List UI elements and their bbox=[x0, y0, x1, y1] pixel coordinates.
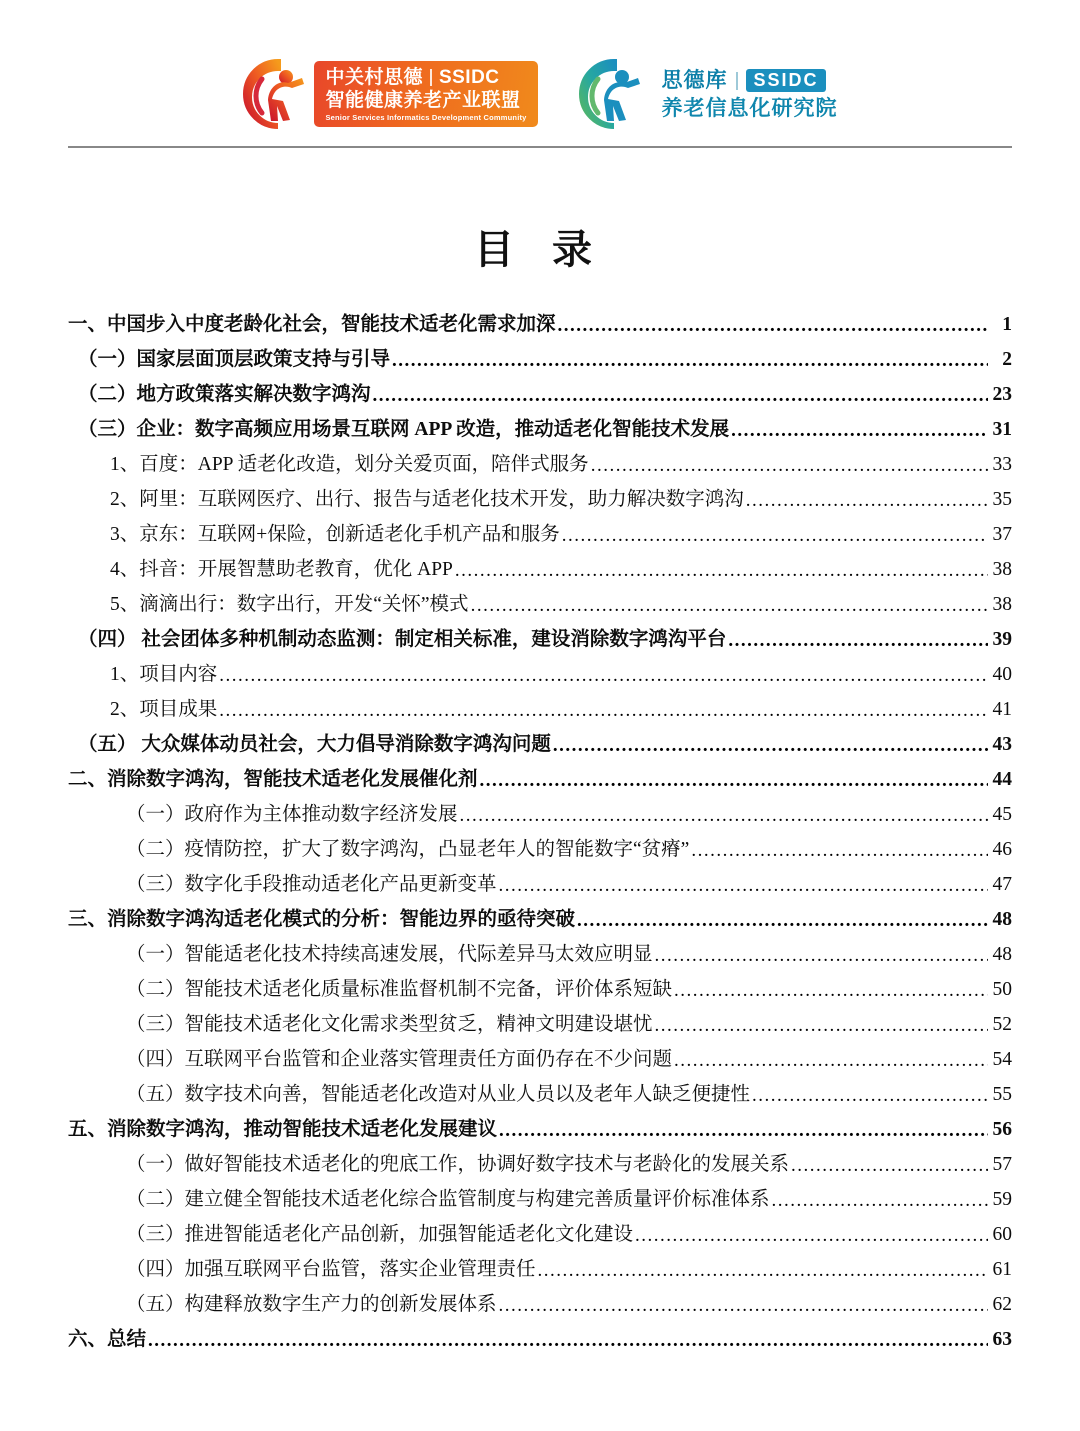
toc-entry[interactable] bbox=[68, 725, 1012, 760]
toc-entry[interactable] bbox=[68, 1145, 1012, 1180]
toc-entry-label: 三、消除数字鸿沟适老化模式的分析：智能边界的亟待突破 bbox=[68, 909, 576, 930]
toc-entry[interactable] bbox=[68, 1250, 1012, 1285]
toc-entry[interactable] bbox=[68, 515, 1012, 550]
toc-entry-label: 5、滴滴出行：数字出行，开发“关怀”模式 bbox=[110, 594, 469, 615]
toc-entry-page-number: 55 bbox=[992, 1084, 1012, 1105]
toc-entry[interactable] bbox=[68, 1075, 1012, 1110]
toc-entry-label: （一）政府作为主体推动数字经济发展 bbox=[126, 804, 458, 825]
toc-leader-dots bbox=[674, 982, 988, 1002]
toc-entry-label: （一）做好智能技术适老化的兜底工作，协调好数字技术与老龄化的发展关系 bbox=[126, 1154, 790, 1175]
toc-leader-dots bbox=[460, 807, 988, 827]
toc-entry-page-number: 52 bbox=[992, 1014, 1012, 1035]
toc-entry-page-number: 23 bbox=[992, 384, 1012, 405]
divider bbox=[736, 72, 738, 90]
toc-entry-label: （二）地方政策落实解决数字鸿沟 bbox=[78, 384, 371, 405]
table-of-contents bbox=[68, 305, 1012, 1355]
toc-leader-dots bbox=[558, 317, 988, 337]
toc-entry-page-number: 61 bbox=[992, 1259, 1012, 1280]
toc-entry[interactable] bbox=[68, 1110, 1012, 1145]
toc-leader-dots bbox=[471, 597, 988, 617]
toc-entry[interactable] bbox=[68, 690, 1012, 725]
alliance-subtitle-cn: 智能健康养老产业联盟 bbox=[325, 90, 521, 112]
toc-leader-dots bbox=[728, 632, 988, 652]
ssidc-alliance-logo bbox=[242, 55, 537, 133]
toc-entry-page-number: 54 bbox=[992, 1049, 1012, 1070]
toc-leader-dots bbox=[480, 772, 988, 792]
toc-entry-page-number: 39 bbox=[992, 629, 1012, 650]
toc-entry-label: 3、京东：互联网+保险，创新适老化手机产品和服务 bbox=[110, 524, 560, 545]
toc-entry-label: 六、总结 bbox=[68, 1329, 147, 1350]
toc-entry-label: 五、消除数字鸿沟，推动智能技术适老化发展建议 bbox=[68, 1119, 498, 1140]
toc-entry[interactable] bbox=[68, 865, 1012, 900]
toc-leader-dots bbox=[772, 1192, 988, 1212]
institute-figure-icon bbox=[578, 55, 656, 133]
toc-entry-page-number: 2 bbox=[1002, 349, 1012, 370]
toc-entry[interactable] bbox=[68, 410, 1012, 445]
toc-entry[interactable] bbox=[68, 480, 1012, 515]
toc-entry-page-number: 57 bbox=[992, 1154, 1012, 1175]
divider bbox=[430, 69, 432, 86]
toc-leader-dots bbox=[655, 947, 988, 967]
toc-entry-label: 二、消除数字鸿沟，智能技术适老化发展催化剂 bbox=[68, 769, 478, 790]
toc-entry-page-number: 44 bbox=[992, 769, 1012, 790]
toc-entry-page-number: 48 bbox=[992, 909, 1012, 930]
toc-entry-page-number: 41 bbox=[992, 699, 1012, 720]
toc-leader-dots bbox=[655, 1017, 988, 1037]
toc-entry[interactable] bbox=[68, 1215, 1012, 1250]
toc-entry-label: （四）加强互联网平台监管，落实企业管理责任 bbox=[126, 1259, 536, 1280]
toc-entry-label: 2、阿里：互联网医疗、出行、报告与适老化技术开发，助力解决数字鸿沟 bbox=[110, 489, 744, 510]
toc-entry[interactable] bbox=[68, 970, 1012, 1005]
toc-leader-dots bbox=[674, 1052, 988, 1072]
toc-entry-page-number: 47 bbox=[992, 874, 1012, 895]
toc-entry[interactable] bbox=[68, 935, 1012, 970]
ssidc-institute-logo bbox=[578, 55, 838, 133]
toc-entry-page-number: 59 bbox=[992, 1189, 1012, 1210]
toc-entry[interactable] bbox=[68, 1005, 1012, 1040]
toc-entry-page-number: 56 bbox=[992, 1119, 1012, 1140]
toc-entry-page-number: 62 bbox=[992, 1294, 1012, 1315]
toc-leader-dots bbox=[553, 737, 988, 757]
toc-entry-page-number: 45 bbox=[992, 804, 1012, 825]
toc-entry-label: （三）智能技术适老化文化需求类型贫乏，精神文明建设堪忧 bbox=[126, 1014, 653, 1035]
toc-leader-dots bbox=[791, 1157, 988, 1177]
toc-entry-page-number: 63 bbox=[992, 1329, 1012, 1350]
toc-entry[interactable] bbox=[68, 830, 1012, 865]
toc-entry-label: （五）数字技术向善，智能适老化改造对从业人员以及老年人缺乏便捷性 bbox=[126, 1084, 751, 1105]
toc-entry-label: （五）构建释放数字生产力的创新发展体系 bbox=[126, 1294, 497, 1315]
toc-leader-dots bbox=[499, 1297, 988, 1317]
toc-entry-page-number: 38 bbox=[992, 559, 1012, 580]
toc-entry-label: 2、项目成果 bbox=[110, 699, 218, 720]
toc-leader-dots bbox=[635, 1227, 988, 1247]
alliance-tagline-en: Senior Services Informatics Development Community bbox=[325, 113, 527, 123]
toc-leader-dots bbox=[731, 422, 988, 442]
toc-entry[interactable] bbox=[68, 655, 1012, 690]
toc-entry-label: （一）国家层面顶层政策支持与引导 bbox=[78, 349, 391, 370]
toc-entry-page-number: 31 bbox=[992, 419, 1012, 440]
toc-entry-page-number: 37 bbox=[992, 524, 1012, 545]
institute-name-cn: 思德库 bbox=[661, 69, 728, 92]
toc-entry-label: 1、项目内容 bbox=[110, 664, 218, 685]
toc-entry[interactable] bbox=[68, 900, 1012, 935]
toc-leader-dots bbox=[392, 352, 988, 372]
toc-entry-label: （三）企业：数字高频应用场景互联网 APP 改造，推动适老化智能技术发展 bbox=[78, 419, 730, 440]
alliance-name-cn: 中关村思德 bbox=[325, 67, 423, 89]
institute-logo-text bbox=[662, 69, 838, 119]
toc-entry[interactable] bbox=[68, 1040, 1012, 1075]
toc-leader-dots bbox=[752, 1087, 988, 1107]
toc-leader-dots bbox=[538, 1262, 988, 1282]
toc-entry-label: （二）疫情防控，扩大了数字鸿沟，凸显老年人的智能数字“贫瘠” bbox=[126, 839, 690, 860]
toc-entry-label: （一）智能适老化技术持续高速发展，代际差异马太效应明显 bbox=[126, 944, 653, 965]
toc-leader-dots bbox=[148, 1332, 988, 1352]
toc-entry[interactable] bbox=[68, 1180, 1012, 1215]
toc-leader-dots bbox=[562, 527, 988, 547]
toc-leader-dots bbox=[455, 562, 988, 582]
alliance-figure-icon bbox=[242, 55, 320, 133]
toc-entry-label: （二）建立健全智能技术适老化综合监管制度与构建完善质量评价标准体系 bbox=[126, 1189, 770, 1210]
toc-entry-label: （三）数字化手段推动适老化产品更新变革 bbox=[126, 874, 497, 895]
toc-entry-label: 1、百度：APP 适老化改造，划分关爱页面，陪伴式服务 bbox=[110, 454, 589, 475]
toc-entry[interactable] bbox=[68, 1320, 1012, 1355]
toc-entry[interactable] bbox=[68, 550, 1012, 585]
toc-entry[interactable] bbox=[68, 585, 1012, 620]
toc-entry-page-number: 46 bbox=[992, 839, 1012, 860]
toc-entry-page-number: 50 bbox=[992, 979, 1012, 1000]
toc-entry-page-number: 1 bbox=[1002, 314, 1012, 335]
page-title: 目 录 bbox=[474, 227, 606, 272]
toc-entry[interactable] bbox=[68, 340, 1012, 375]
institute-name-en: SSIDC bbox=[746, 69, 826, 92]
alliance-logo-plate bbox=[314, 61, 537, 127]
header-divider-rule bbox=[68, 146, 1012, 148]
toc-leader-dots bbox=[591, 457, 988, 477]
toc-entry-label: 4、抖音：开展智慧助老教育，优化 APP bbox=[110, 559, 453, 580]
page-header bbox=[0, 0, 1080, 140]
toc-entry-label: （五） 大众媒体动员社会，大力倡导消除数字鸿沟问题 bbox=[78, 734, 551, 755]
toc-entry-page-number: 38 bbox=[992, 594, 1012, 615]
toc-entry[interactable] bbox=[68, 1285, 1012, 1320]
toc-entry-label: （四） 社会团体多种机制动态监测：制定相关标准，建设消除数字鸿沟平台 bbox=[78, 629, 727, 650]
toc-leader-dots bbox=[691, 842, 988, 862]
toc-entry[interactable] bbox=[68, 445, 1012, 480]
toc-entry-label: （二）智能技术适老化质量标准监督机制不完备，评价体系短缺 bbox=[126, 979, 673, 1000]
toc-leader-dots bbox=[219, 702, 988, 722]
toc-entry-page-number: 35 bbox=[992, 489, 1012, 510]
toc-entry[interactable] bbox=[68, 375, 1012, 410]
toc-leader-dots bbox=[746, 492, 988, 512]
toc-entry-label: 一、中国步入中度老龄化社会，智能技术适老化需求加深 bbox=[68, 314, 556, 335]
institute-subtitle-cn: 养老信息化研究院 bbox=[661, 97, 838, 120]
toc-leader-dots bbox=[577, 912, 988, 932]
alliance-name-en: SSIDC bbox=[438, 67, 500, 89]
toc-entry[interactable] bbox=[68, 620, 1012, 655]
toc-entry-label: （四）互联网平台监管和企业落实管理责任方面仍存在不少问题 bbox=[126, 1049, 673, 1070]
toc-entry-page-number: 33 bbox=[992, 454, 1012, 475]
toc-entry-page-number: 48 bbox=[992, 944, 1012, 965]
toc-entry-page-number: 43 bbox=[992, 734, 1012, 755]
toc-leader-dots bbox=[373, 387, 988, 407]
toc-leader-dots bbox=[219, 667, 988, 687]
toc-entry[interactable] bbox=[68, 795, 1012, 830]
toc-leader-dots bbox=[499, 1122, 988, 1142]
toc-entry-page-number: 40 bbox=[992, 664, 1012, 685]
toc-entry-page-number: 60 bbox=[992, 1224, 1012, 1245]
toc-leader-dots bbox=[499, 877, 988, 897]
toc-entry[interactable] bbox=[68, 760, 1012, 795]
toc-entry-label: （三）推进智能适老化产品创新，加强智能适老化文化建设 bbox=[126, 1224, 634, 1245]
toc-entry[interactable] bbox=[68, 305, 1012, 340]
